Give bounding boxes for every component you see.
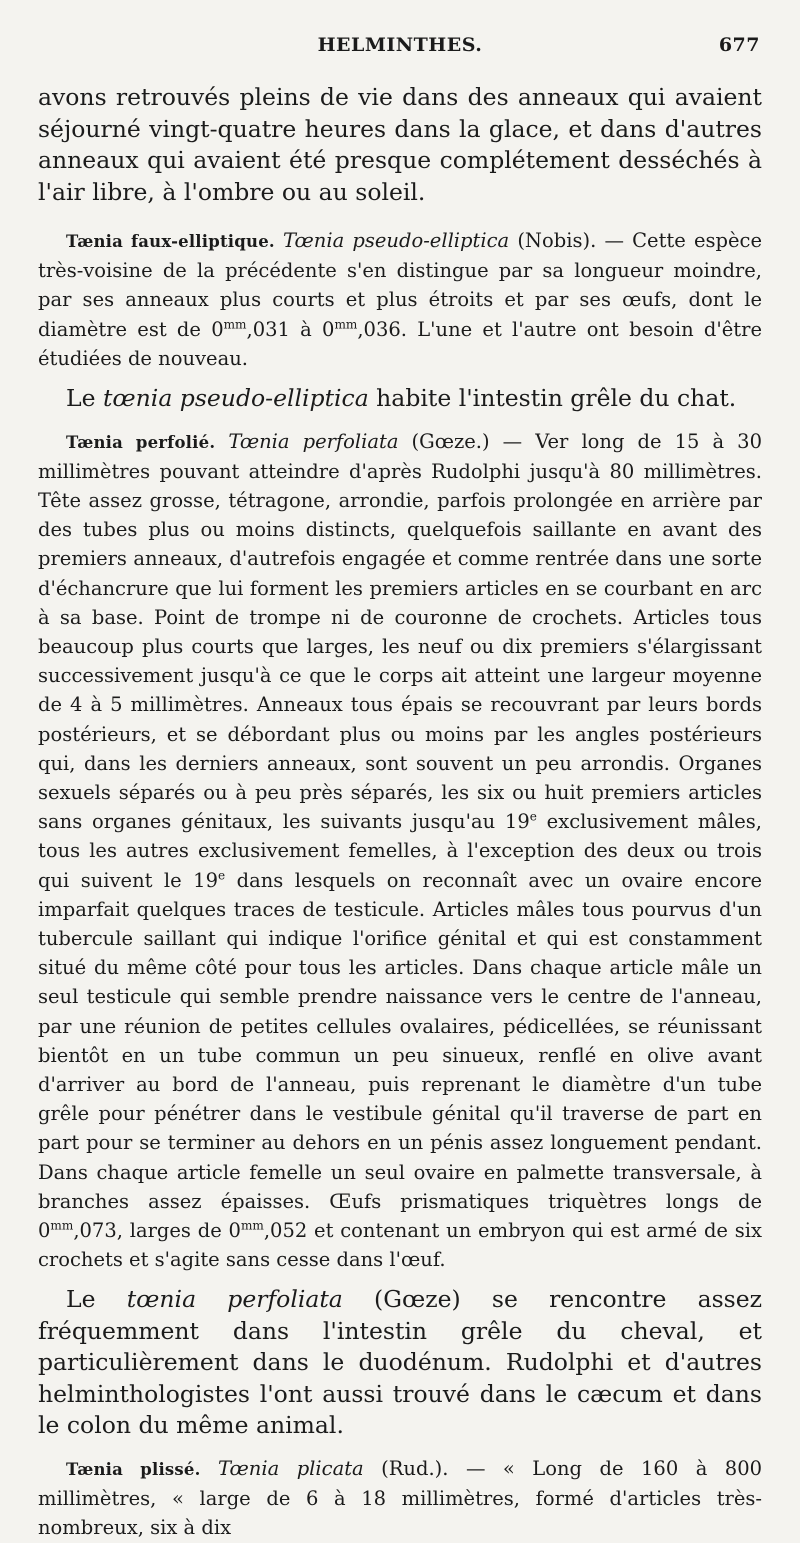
paragraph-continuation: avons retrouvés pleins de vie dans des anneaux qui avaient séjourné vingt-quatre heures dans la glace, et dans d'autres anneaux qui avaient été presque complétement desséchés à l'air libre, à l'ombre ou au soleil. [38,83,762,206]
habitat-text: habite l'intestin grêle du chat. [368,384,737,413]
habitat-perfoliata [38,1284,762,1442]
habitat-pseudo-elliptica [38,383,762,415]
latin-name: tœnia perfoliata [126,1285,343,1314]
ordinal-superscript: e [217,868,226,883]
entry-taenia-pseudo-elliptica [38,226,762,373]
ordinal-superscript: e [529,809,537,824]
entry-text: (Gœze.) — Ver long de 15 à 30 millimètres pouvant atteindre d'après Rudolphi jusqu'à 80 millimètres. Tête assez grosse, tétragone, arrondie, parfois prolongée en arrière par des tubes plus ou moins distincts, quelquefois saillante en avant des premiers anneaux, d'autrefois engagée et comme rentrée dans une sorte d'échancrure que lui forment les premiers articles en se courbant en arc à sa base. Point de trompe ni de couronne de crochets. Articles tous beaucoup plus courts que larges, les neuf ou dix premiers s'élargissant successivement jusqu'à ce que le corps ait atteint une largeur moyenne de 4 à 5 millimètres. Anneaux tous épais se recouvrant par leurs bords postérieurs, et se débordant plus ou moins par les angles postérieurs qui, dans les derniers anneaux, sont souvent un peu arrondis. Organes sexuels séparés ou à peu près séparés, les six ou huit premiers articles sans organes génitaux, les suivants jusqu'au 19 [38,429,762,834]
entry-taenia-perfoliata [38,427,762,1275]
entry-text: ,052 et contenant un embryon qui est armé de six crochets et s'agite sans cesse dans l'œuf. [38,1219,762,1272]
unit-superscript: mm [334,317,358,332]
entry-heading: Tænia faux-elliptique. [66,232,275,251]
page-number: 677 [718,34,760,56]
entry-text: ,031 à 0 [246,317,335,341]
habitat-text: (Gœze) se rencontre assez fréquemment dans l'intestin grêle du cheval, et particulièrement dans le duodénum. Rudolphi et d'autres helminthologistes l'ont aussi trouvé dans le cæcum et dans le colon du même animal. [38,1285,763,1440]
latin-name: Tœnia plicata [218,1456,364,1480]
entry-heading: Tænia plissé. [66,1459,201,1479]
unit-superscript: mm [223,317,247,332]
entry-taenia-plicata [38,1454,762,1543]
entry-text: exclusivement mâles, tous les autres exclusivement femelles, à l'exception des deux ou trois qui suivent le 19 [38,810,762,892]
entry-text: ,036. L'une et l'autre ont besoin d'être étudiées de nouveau. [38,317,763,370]
running-title: HELMINTHES. [317,34,483,56]
habitat-text: Le [66,1285,127,1314]
entry-text: (Rud.). — « Long de 160 à 800 millimètres, « large de 6 à 18 millimètres, formé d'articles très-nombreux, six à dix [38,1456,763,1540]
page-body [38,82,762,1543]
habitat-text: Le [66,384,103,413]
latin-name: Tœnia perfoliata [228,429,399,453]
entry-heading: Tænia perfolié. [66,432,216,452]
unit-superscript: mm [240,1218,264,1233]
latin-name: Tœnia pseudo-elliptica [283,229,510,252]
latin-name: tœnia pseudo-elliptica [102,384,369,413]
unit-superscript: mm [50,1218,74,1233]
entry-text: ,073, larges de 0 [73,1219,241,1242]
running-header [40,34,760,60]
entry-text: dans lesquels on reconnaît avec un ovaire encore imparfait quelques traces de testicule. Articles mâles tous pourvus d'un tubercule saillant qui indique l'orifice génital et qui est constamment situé du même côté pour tous les articles. Dans chaque article mâle un seul testicule qui semble prendre naissance vers le centre de l'anneau, par une réunion de petites cellules ovalaires, pédicellées, se réunissant bientôt en un tube commun un peu sinueux, renflé en olive avant d'arriver au bord de l'anneau, puis reprenant le diamètre d'un tube grêle pour pénétrer dans le vestibule génital qu'il traverse de part en part pour se terminer au dehors en un pénis assez longuement pendant. Dans chaque article femelle un seul ovaire en palmette transversale, à branches assez épaisses. Œufs prismatiques triquètres longs de 0 [38,868,762,1242]
entry-text: (Nobis). — Cette espèce très-voisine de la précédente s'en distingue par sa longueur moindre, par ses anneaux plus courts et plus étroits et par ses œufs, dont le diamètre est de 0 [38,229,762,341]
